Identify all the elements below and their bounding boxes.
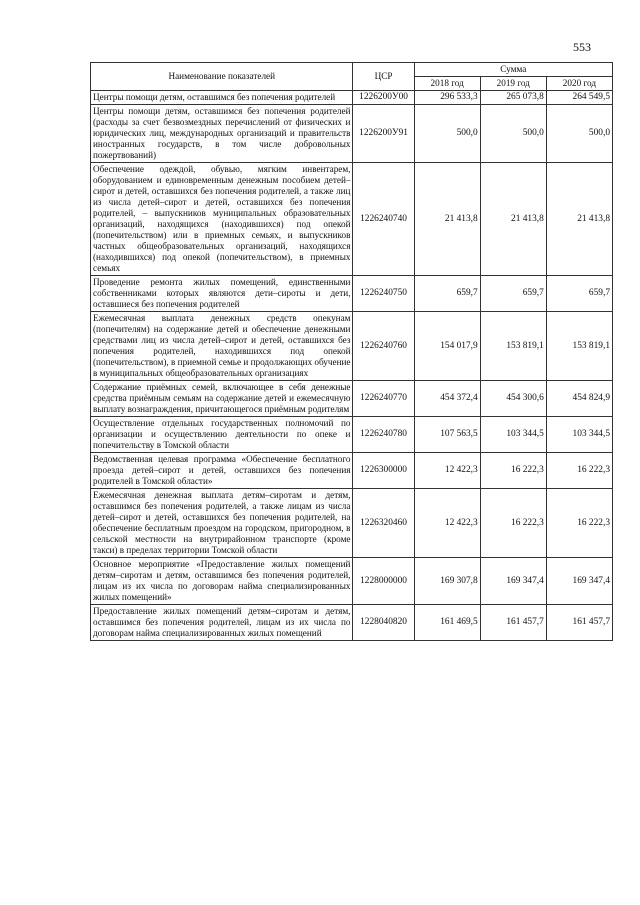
row-name: Ведомственная целевая программа «Обеспечение бесплатного проезда детей–сирот и детей, оставшихся без попечения родителей в Томской области» [91, 453, 353, 489]
row-value-2019: 16 222,3 [480, 453, 546, 489]
row-value-2019: 500,0 [480, 105, 546, 163]
header-row [91, 63, 613, 77]
header-name: Наименование показателей [91, 63, 353, 91]
row-value-2019: 153 819,1 [480, 312, 546, 381]
row-value-2019: 454 300,6 [480, 381, 546, 417]
row-value-2020: 264 549,5 [546, 91, 612, 105]
row-value-2018: 500,0 [414, 105, 480, 163]
row-code: 1226240770 [353, 381, 414, 417]
row-value-2018: 161 469,5 [414, 605, 480, 641]
row-value-2019: 161 457,7 [480, 605, 546, 641]
table-row [91, 558, 613, 605]
row-value-2019: 265 073,8 [480, 91, 546, 105]
row-value-2020: 103 344,5 [546, 417, 612, 453]
row-code: 1226320460 [353, 489, 414, 558]
row-name: Центры помощи детям, оставшимся без попечения родителей [91, 91, 353, 105]
row-value-2018: 454 372,4 [414, 381, 480, 417]
row-value-2018: 12 422,3 [414, 453, 480, 489]
header-sum: Сумма [414, 63, 612, 77]
row-name: Основное мероприятие «Предоставление жилых помещений детям–сиротам и детям, оставшимся без попечения родителей, лицам из их числа по договорам найма специализированных жилых помещений» [91, 558, 353, 605]
page-number: 553 [573, 40, 591, 54]
header-year-2020: 2020 год [546, 77, 612, 91]
table-row [91, 417, 613, 453]
row-value-2020: 454 824,9 [546, 381, 612, 417]
row-code: 1226240760 [353, 312, 414, 381]
row-value-2020: 500,0 [546, 105, 612, 163]
row-value-2018: 659,7 [414, 276, 480, 312]
row-value-2020: 161 457,7 [546, 605, 612, 641]
row-code: 1226240740 [353, 163, 414, 276]
row-code: 1226240750 [353, 276, 414, 312]
header-year-2018: 2018 год [414, 77, 480, 91]
row-name: Осуществление отдельных государственных полномочий по организации и осуществлению деятельности по опеке и попечительству в Томской области [91, 417, 353, 453]
row-code: 1228000000 [353, 558, 414, 605]
budget-table [90, 62, 613, 641]
row-value-2020: 16 222,3 [546, 453, 612, 489]
row-value-2019: 21 413,8 [480, 163, 546, 276]
row-code: 1226200У91 [353, 105, 414, 163]
row-name: Центры помощи детям, оставшимся без попечения родителей (расходы за счет безвозмездных перечислений от физических и юридических лиц, международных организаций и правительств иностранных государств, в том числе добровольных пожертвований) [91, 105, 353, 163]
row-name: Предоставление жилых помещений детям–сиротам и детям, оставшимся без попечения родителей, лицам из их числа по договорам найма специализированных жилых помещений [91, 605, 353, 641]
table-body [91, 91, 613, 641]
row-code: 1226200У00 [353, 91, 414, 105]
row-value-2020: 659,7 [546, 276, 612, 312]
row-name: Ежемесячная денежная выплата детям–сиротам и детям, оставшимся без попечения родителей, а также лицам из числа детей–сирот и детей, оставшихся без попечения родителей, на обеспечение бесплатным проездом на городском, пригородном, в сельской местности на внутрирайонном транспорте (кроме такси) в пределах территории Томской области [91, 489, 353, 558]
row-name: Проведение ремонта жилых помещений, единственными собственниками которых являются дети–сироты и дети, оставшиеся без попечения родителей [91, 276, 353, 312]
row-value-2019: 103 344,5 [480, 417, 546, 453]
row-value-2020: 21 413,8 [546, 163, 612, 276]
row-value-2019: 16 222,3 [480, 489, 546, 558]
table-row [91, 381, 613, 417]
table-row [91, 91, 613, 105]
header-code: ЦСР [353, 63, 414, 91]
table-row [91, 105, 613, 163]
row-value-2018: 107 563,5 [414, 417, 480, 453]
table-row [91, 489, 613, 558]
row-value-2018: 169 307,8 [414, 558, 480, 605]
row-code: 1226240780 [353, 417, 414, 453]
table-row [91, 276, 613, 312]
table-row [91, 312, 613, 381]
row-value-2018: 12 422,3 [414, 489, 480, 558]
row-value-2018: 154 017,9 [414, 312, 480, 381]
row-name: Содержание приёмных семей, включающее в себя денежные средства приёмным семьям на содержание детей и ежемесячную выплату вознаграждения, причитающегося приёмным родителям [91, 381, 353, 417]
row-value-2020: 153 819,1 [546, 312, 612, 381]
table-row [91, 163, 613, 276]
table-row [91, 605, 613, 641]
row-name: Ежемесячная выплата денежных средств опекунам (попечителям) на содержание детей и обеспечение денежными средствами лиц из числа детей–сирот и детей, оставшихся без попечения родителей, находившихся под опекой (попечительством), в приемной семье и продолжающих обучение в муниципальных общеобразовательных организациях [91, 312, 353, 381]
row-value-2018: 296 533,3 [414, 91, 480, 105]
table-row [91, 453, 613, 489]
row-value-2020: 16 222,3 [546, 489, 612, 558]
row-code: 1226300000 [353, 453, 414, 489]
row-value-2018: 21 413,8 [414, 163, 480, 276]
header-year-2019: 2019 год [480, 77, 546, 91]
row-code: 1228040820 [353, 605, 414, 641]
row-value-2019: 659,7 [480, 276, 546, 312]
row-value-2020: 169 347,4 [546, 558, 612, 605]
row-name: Обеспечение одеждой, обувью, мягким инвентарем, оборудованием и единовременным денежным пособием детей–сирот и детей, оставшихся без попечения родителей, а также лиц из числа детей–сирот и детей, оставшихся без попечения родителей, – выпускников муниципальных образовательных организаций, находящихся (находившихся) под опекой (попечительством) или в приемных семьях, и выпускников частных общеобразовательных организаций, находящихся (находившихся) под опекой (попечительством), в приемных семьях [91, 163, 353, 276]
row-value-2019: 169 347,4 [480, 558, 546, 605]
